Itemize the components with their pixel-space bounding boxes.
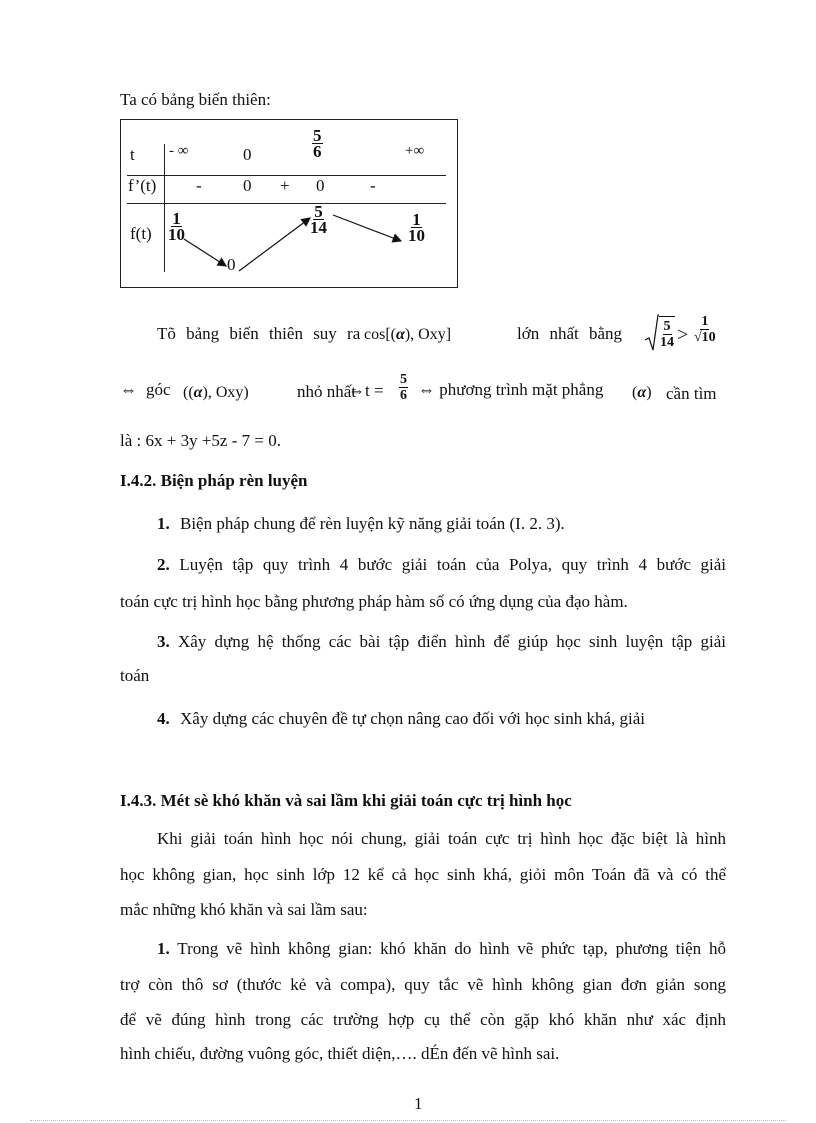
f-right-num: 1 [412, 210, 421, 229]
end-text: cần tìm [666, 384, 717, 403]
t-frac-num: 5 [313, 126, 322, 145]
rhs-fraction [693, 314, 717, 345]
item-number: 3. [157, 632, 170, 651]
angle-expression [183, 384, 249, 402]
alpha-symbol: α [395, 326, 405, 343]
greater-than: > [677, 324, 689, 346]
goc-text: góc [146, 380, 171, 399]
sqrt-num: 5 [663, 319, 671, 334]
paragraph-2-line-2: trợ còn thô sơ (thước kẻ và compa), quy tắc vẽ hình không gian đơn giản song [120, 975, 726, 994]
angle-close: ), Oxy) [202, 384, 249, 401]
list-item [157, 709, 645, 729]
row-label-fprime: f’(t) [128, 176, 157, 195]
line1-text-a: Tõ bảng biến thiên suy ra [157, 324, 361, 343]
item-number: 2. [157, 555, 170, 574]
item-text-continued: toán cực trị hình học bằng phương pháp hàm số có ứng dụng của đạo hàm. [120, 592, 628, 611]
paragraph-1-line-1: Khi giải toán hình học nói chung, giải toán cực trị hình học đặc biệt là hình [157, 829, 726, 848]
conclusion-line-2 [120, 372, 730, 412]
item-text: Xây dựng các chuyên đề tự chọn nâng cao đối với học sinh khá, giải [180, 709, 646, 728]
t-value-num: 5 [400, 372, 407, 387]
arrow-up [239, 218, 310, 271]
arrow-down-1 [184, 239, 226, 266]
section-heading-4-3: I.4.3. Mét sè khó khăn và sai lầm khi giải toán cực trị hình học [120, 791, 572, 810]
plane-open: ( [632, 384, 638, 401]
paragraph-2-line-1 [157, 939, 726, 959]
rhs-den: √10 [694, 330, 716, 345]
cos-open: cos[( [364, 326, 396, 343]
f-left-num: 1 [172, 209, 181, 228]
t-frac-den: 6 [313, 142, 322, 161]
item-text: Xây dựng hệ thống các bài tập điển hình để giúp học sinh luyện tập giải [177, 632, 727, 651]
paragraph-2-text: Trong vẽ hình không gian: khó khăn do hình vẽ phức tạp, phương tiện hỗ [177, 939, 726, 958]
alpha-symbol-2: α [193, 384, 203, 401]
paragraph-1-line-2: học không gian, học sinh lớp 12 kể cả học sinh khá, giỏi môn Toán đã và có thể [120, 865, 726, 884]
alpha-symbol-3: α [637, 384, 647, 401]
intro-text: Ta có bảng biến thiên: [120, 90, 271, 109]
min-text: nhỏ nhất [297, 382, 357, 401]
paragraph-2-line-3: để vẽ đúng hình trong các trường hợp cụ thể còn gặp khó khăn như xác định [120, 1010, 726, 1029]
f-max-den: 14 [310, 218, 327, 237]
variation-arrows [0, 0, 816, 300]
footer-divider [30, 1120, 786, 1121]
plane-alpha [632, 384, 652, 402]
fp-zero-2: 0 [316, 176, 325, 195]
conclusion-line-1 [157, 314, 727, 360]
line1-text-b: lớn nhất bằng [517, 324, 623, 343]
fp-plus: + [280, 176, 290, 195]
arrow-down-2 [333, 215, 401, 241]
iff-symbol-1: ⇔ [120, 380, 137, 399]
section-heading-4-2: I.4.2. Biện pháp rèn luyện [120, 471, 308, 490]
item-text: Biện pháp chung để rèn luyện kỹ năng giải toán (I. 2. 3). [180, 514, 565, 533]
page-number: 1 [414, 1094, 423, 1113]
item-text: Luyện tập quy trình 4 bước giải toán của Polya, quy trình 4 bước giải [179, 555, 726, 574]
item-number: 1. [157, 514, 170, 533]
rhs-num: 1 [701, 314, 709, 329]
paragraph-1-line-3: mắc những khó khăn và sai lầm sau: [120, 900, 368, 919]
item-number: 1. [157, 939, 170, 958]
sqrt-sign [645, 314, 659, 354]
f-left-den: 10 [168, 225, 185, 244]
f-min-value: 0 [227, 255, 236, 274]
item-text-continued: toán [120, 666, 150, 685]
list-item [157, 514, 565, 534]
cos-expression [364, 326, 451, 344]
paragraph-2-line-4: hình chiếu, đường vuông góc, thiết diện,…. dÉn đến vẽ hình sai. [120, 1044, 560, 1063]
f-max-num: 5 [314, 202, 323, 221]
fp-minus-2: - [370, 176, 376, 195]
t-zero: 0 [243, 145, 252, 164]
fp-minus-1: - [196, 176, 202, 195]
t-value-den: 6 [400, 388, 407, 403]
cos-close: ), Oxy] [404, 326, 452, 343]
f-right-den: 10 [408, 226, 425, 245]
item-number: 4. [157, 709, 170, 728]
sqrt-den: 14 [660, 335, 674, 350]
list-item [157, 632, 726, 652]
angle-open: (( [183, 384, 194, 401]
plane-equation: là : 6x + 3y +5z - 7 = 0. [120, 431, 281, 450]
plane-text: ⇔ phương trình mặt phẳng [418, 380, 604, 399]
row-label-t: t [130, 145, 135, 164]
fp-zero-1: 0 [243, 176, 252, 195]
list-item [157, 555, 726, 575]
t-value-fraction [399, 372, 408, 403]
t-equals: ⇔t = [348, 381, 384, 400]
row-label-f: f(t) [130, 224, 152, 243]
plane-close: ) [646, 384, 652, 401]
t-pos-infinity: +∞ [405, 143, 425, 159]
t-neg-infinity: - ∞ [169, 143, 189, 159]
